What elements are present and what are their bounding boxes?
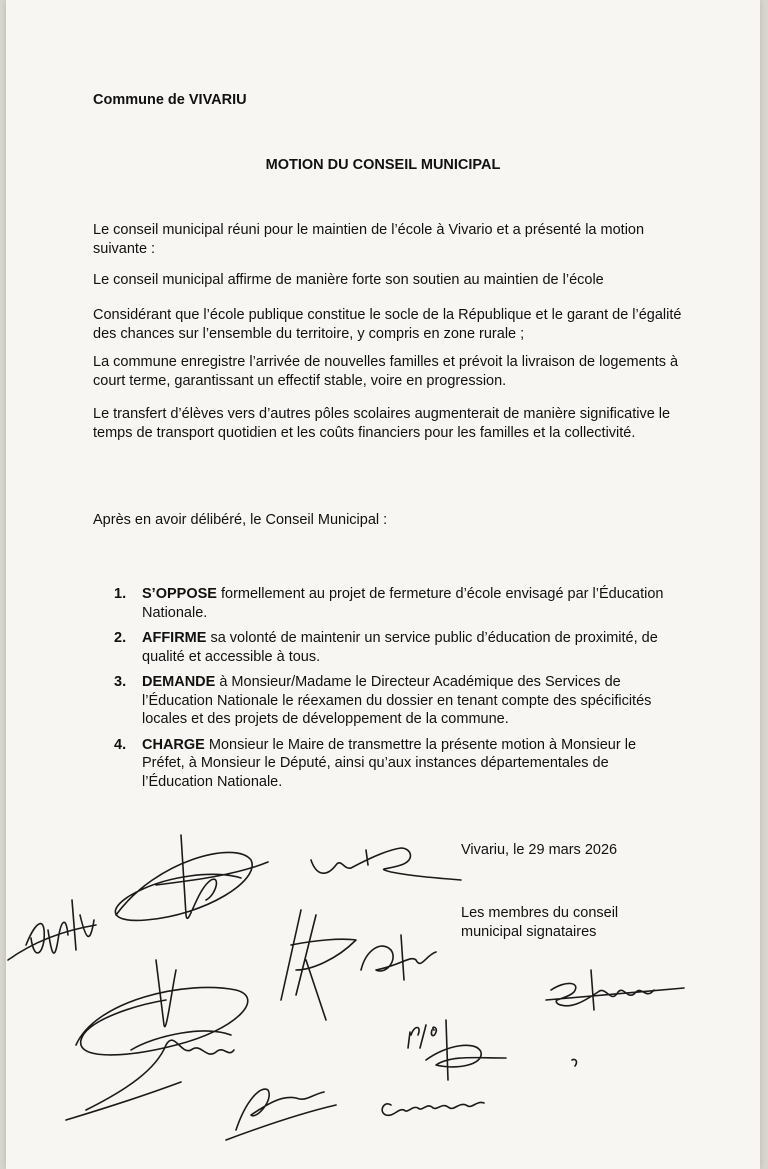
commune-name: Commune de VIVARIU: [93, 92, 247, 108]
decision-text: à Monsieur/Madame le Directeur Académique des Services de l’Éducation Nationale le réexamen du dossier en tenant compte des spécificités locales et des projets de développement de la commune.: [142, 674, 652, 727]
decision-keyword: AFFIRME: [142, 630, 207, 646]
document-title: MOTION DU CONSEIL MUNICIPAL: [265, 157, 501, 173]
signature-2: [115, 835, 268, 920]
transfer-paragraph: Le transfert d’élèves vers d’autres pôles scolaires augmenterait de manière significative le temps de transport quotidien et les coûts financiers pour les familles et la collectivité.: [93, 406, 671, 441]
decision-number: 4.: [114, 736, 127, 753]
signature-10: [382, 1102, 484, 1115]
support-paragraph: Le conseil municipal affirme de manière forte son soutien au maintien de l’école: [93, 272, 604, 288]
decisions-list: [114, 585, 674, 798]
decision-number: 1.: [114, 586, 127, 602]
signature-3: [311, 848, 461, 880]
signatures-area: [6, 820, 760, 1169]
signature-7: [361, 935, 436, 980]
decision-number: 3.: [114, 674, 127, 690]
document-page: [6, 0, 760, 1169]
deliberation-line: Après en avoir délibéré, le Conseil Municipal :: [93, 512, 388, 528]
signature-1: [8, 900, 96, 960]
decision-item: [114, 629, 674, 666]
decision-keyword: S’OPPOSE: [142, 586, 217, 602]
considering-paragraph: Considérant que l’école publique constitue le socle de la République et le garant de l’égalité des chances sur l’ensemble du territoire, y compris en zone rurale ;: [93, 307, 682, 342]
decision-text: sa volonté de maintenir un service public d’éducation de proximité, de qualité et accessible à tous.: [142, 630, 658, 665]
signature-11: [546, 970, 684, 1010]
decision-item: [114, 736, 674, 792]
signature-4: [76, 960, 248, 1055]
decision-number: 2.: [114, 630, 127, 646]
place-date: Vivariu, le 29 mars 2026: [461, 842, 618, 858]
decision-keyword: CHARGE: [142, 736, 205, 753]
ink-mark: [572, 1059, 576, 1066]
decision-keyword: DEMANDE: [142, 674, 216, 690]
decision-item: [114, 673, 674, 729]
decision-text: Monsieur le Maire de transmettre la présente motion à Monsieur le Préfet, à Monsieur le Député, ainsi qu’aux instances départementales de l’Éducation Nationale.: [142, 736, 637, 790]
decision-item: [114, 585, 674, 622]
new-families-paragraph: La commune enregistre l’arrivée de nouvelles familles et prévoit la livraison de logements à court terme, garantissant un effectif stable, voire en progression.: [93, 354, 679, 389]
intro-paragraph: Le conseil municipal réuni pour le maintien de l’école à Vivario et a présenté la motion suivante :: [93, 222, 645, 257]
signature-6: [281, 910, 356, 1020]
signature-9: [408, 1020, 506, 1080]
signature-8: [226, 1089, 336, 1140]
decision-text: formellement au projet de fermeture d’école envisagé par l’Éducation Nationale.: [142, 586, 664, 621]
signers-label: Les membres du conseil municipal signataires: [461, 905, 619, 940]
